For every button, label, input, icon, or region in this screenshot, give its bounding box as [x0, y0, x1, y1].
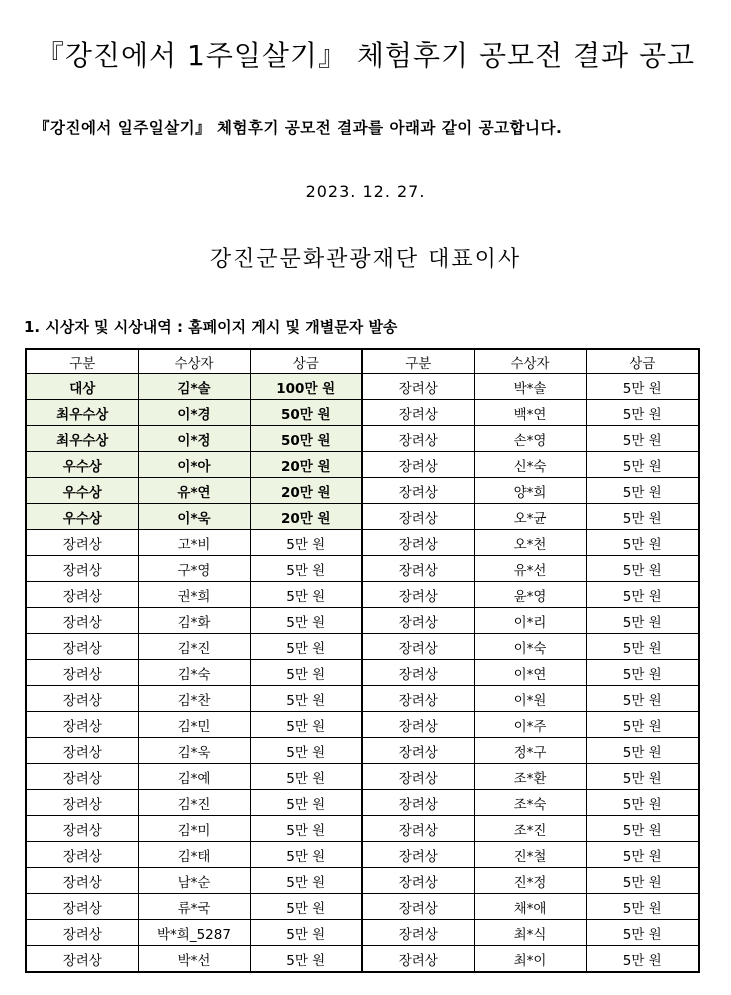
winner-cell: 백*연 [474, 400, 586, 426]
winner-cell: 최*식 [474, 920, 586, 946]
header-winner: 수상자 [474, 349, 586, 374]
winner-cell: 최*이 [474, 946, 586, 973]
winner-cell: 신*숙 [474, 452, 586, 478]
winner-cell: 김*태 [138, 842, 250, 868]
prize-cell: 5만 원 [586, 660, 699, 686]
winner-cell: 채*애 [474, 894, 586, 920]
category-cell: 장려상 [362, 946, 474, 973]
winner-cell: 김*솔 [138, 374, 250, 400]
winner-cell: 남*순 [138, 868, 250, 894]
prize-cell: 5만 원 [250, 582, 362, 608]
prize-cell: 50만 원 [250, 426, 362, 452]
winner-cell: 조*숙 [474, 790, 586, 816]
prize-cell: 5만 원 [586, 400, 699, 426]
winner-cell: 이*연 [474, 660, 586, 686]
category-cell: 장려상 [26, 764, 138, 790]
winner-cell: 김*찬 [138, 686, 250, 712]
winner-cell: 박*솔 [474, 374, 586, 400]
prize-cell: 20만 원 [250, 452, 362, 478]
category-cell: 최우수상 [26, 426, 138, 452]
category-cell: 우수상 [26, 504, 138, 530]
winner-cell: 김*민 [138, 712, 250, 738]
winner-cell: 이*리 [474, 608, 586, 634]
winner-cell: 이*원 [474, 686, 586, 712]
prize-cell: 5만 원 [250, 712, 362, 738]
winner-cell: 권*희 [138, 582, 250, 608]
prize-cell: 5만 원 [250, 634, 362, 660]
winner-cell: 이*경 [138, 400, 250, 426]
table-row [26, 582, 699, 608]
winner-cell: 이*정 [138, 426, 250, 452]
prize-cell: 5만 원 [250, 764, 362, 790]
prize-cell: 5만 원 [250, 842, 362, 868]
category-cell: 장려상 [26, 660, 138, 686]
category-cell: 장려상 [362, 764, 474, 790]
category-cell: 장려상 [26, 894, 138, 920]
category-cell: 장려상 [362, 504, 474, 530]
winner-cell: 김*진 [138, 634, 250, 660]
table-header-row [26, 349, 699, 374]
category-cell: 장려상 [362, 400, 474, 426]
prize-cell: 5만 원 [586, 712, 699, 738]
winner-cell: 김*미 [138, 816, 250, 842]
table-row [26, 400, 699, 426]
winner-cell: 박*선 [138, 946, 250, 973]
winner-cell: 손*영 [474, 426, 586, 452]
category-cell: 장려상 [26, 790, 138, 816]
table-row [26, 504, 699, 530]
winner-cell: 류*국 [138, 894, 250, 920]
prize-cell: 5만 원 [250, 660, 362, 686]
winner-cell: 이*아 [138, 452, 250, 478]
category-cell: 장려상 [26, 946, 138, 973]
table-row [26, 660, 699, 686]
category-cell: 장려상 [26, 556, 138, 582]
category-cell: 장려상 [26, 816, 138, 842]
prize-cell: 100만 원 [250, 374, 362, 400]
winner-cell: 김*화 [138, 608, 250, 634]
prize-cell: 5만 원 [586, 686, 699, 712]
table-row [26, 530, 699, 556]
winner-cell: 김*진 [138, 790, 250, 816]
table-row [26, 764, 699, 790]
winner-cell: 김*숙 [138, 660, 250, 686]
category-cell: 장려상 [362, 686, 474, 712]
category-cell: 최우수상 [26, 400, 138, 426]
prize-cell: 20만 원 [250, 478, 362, 504]
table-row [26, 374, 699, 400]
document-subtitle: 『강진에서 일주일살기』 체험후기 공모전 결과를 아래과 같이 공고합니다. [34, 119, 563, 137]
prize-cell: 5만 원 [586, 868, 699, 894]
category-cell: 장려상 [26, 530, 138, 556]
table-row [26, 894, 699, 920]
category-cell: 장려상 [26, 608, 138, 634]
winner-cell: 고*비 [138, 530, 250, 556]
table-row [26, 608, 699, 634]
prize-cell: 5만 원 [586, 920, 699, 946]
category-cell: 장려상 [362, 556, 474, 582]
table-row [26, 712, 699, 738]
prize-cell: 5만 원 [250, 816, 362, 842]
prize-cell: 5만 원 [586, 582, 699, 608]
table-row [26, 452, 699, 478]
prize-cell: 5만 원 [586, 894, 699, 920]
table-row [26, 868, 699, 894]
winner-cell: 조*진 [474, 816, 586, 842]
table-row [26, 920, 699, 946]
prize-cell: 5만 원 [586, 634, 699, 660]
winner-cell: 윤*영 [474, 582, 586, 608]
category-cell: 장려상 [26, 868, 138, 894]
winner-cell: 조*환 [474, 764, 586, 790]
prize-cell: 5만 원 [586, 452, 699, 478]
prize-cell: 5만 원 [586, 530, 699, 556]
prize-cell: 5만 원 [586, 946, 699, 973]
winner-cell: 이*숙 [474, 634, 586, 660]
prize-cell: 5만 원 [586, 738, 699, 764]
prize-cell: 20만 원 [250, 504, 362, 530]
prize-cell: 5만 원 [586, 478, 699, 504]
prize-cell: 5만 원 [250, 686, 362, 712]
category-cell: 장려상 [26, 920, 138, 946]
prize-cell: 5만 원 [250, 946, 362, 973]
category-cell: 장려상 [362, 816, 474, 842]
prize-cell: 5만 원 [250, 738, 362, 764]
category-cell: 장려상 [362, 582, 474, 608]
category-cell: 장려상 [362, 634, 474, 660]
winner-cell: 김*욱 [138, 738, 250, 764]
category-cell: 장려상 [362, 712, 474, 738]
prize-cell: 5만 원 [250, 556, 362, 582]
prize-cell: 5만 원 [586, 816, 699, 842]
header-prize: 상금 [586, 349, 699, 374]
prize-cell: 5만 원 [586, 842, 699, 868]
winner-cell: 정*구 [474, 738, 586, 764]
header-category: 구분 [362, 349, 474, 374]
prize-cell: 5만 원 [586, 426, 699, 452]
prize-cell: 5만 원 [250, 868, 362, 894]
category-cell: 장려상 [362, 452, 474, 478]
category-cell: 장려상 [362, 738, 474, 764]
category-cell: 장려상 [362, 920, 474, 946]
winner-cell: 박*희_5287 [138, 920, 250, 946]
winner-cell: 유*선 [474, 556, 586, 582]
category-cell: 장려상 [362, 374, 474, 400]
table-row [26, 790, 699, 816]
category-cell: 우수상 [26, 478, 138, 504]
category-cell: 장려상 [362, 660, 474, 686]
winner-cell: 유*연 [138, 478, 250, 504]
winner-cell: 양*희 [474, 478, 586, 504]
category-cell: 장려상 [362, 790, 474, 816]
winner-cell: 오*균 [474, 504, 586, 530]
winner-cell: 진*정 [474, 868, 586, 894]
prize-cell: 5만 원 [586, 764, 699, 790]
category-cell: 장려상 [26, 634, 138, 660]
winner-cell: 김*예 [138, 764, 250, 790]
winner-cell: 이*욱 [138, 504, 250, 530]
table-row [26, 426, 699, 452]
table-row [26, 738, 699, 764]
category-cell: 장려상 [26, 842, 138, 868]
category-cell: 장려상 [362, 894, 474, 920]
announcement-date: 2023. 12. 27. [305, 182, 426, 201]
category-cell: 장려상 [362, 608, 474, 634]
prize-cell: 50만 원 [250, 400, 362, 426]
category-cell: 장려상 [362, 842, 474, 868]
winner-cell: 구*영 [138, 556, 250, 582]
prize-cell: 5만 원 [250, 608, 362, 634]
category-cell: 우수상 [26, 452, 138, 478]
winner-cell: 오*천 [474, 530, 586, 556]
category-cell: 장려상 [26, 712, 138, 738]
prize-cell: 5만 원 [586, 556, 699, 582]
prize-cell: 5만 원 [250, 894, 362, 920]
header-prize: 상금 [250, 349, 362, 374]
winner-cell: 진*철 [474, 842, 586, 868]
category-cell: 장려상 [362, 530, 474, 556]
table-row [26, 478, 699, 504]
prize-cell: 5만 원 [586, 504, 699, 530]
category-cell: 장려상 [26, 738, 138, 764]
prize-cell: 5만 원 [586, 790, 699, 816]
header-winner: 수상자 [138, 349, 250, 374]
table-row [26, 816, 699, 842]
table-row [26, 686, 699, 712]
awards-table [25, 348, 700, 973]
category-cell: 장려상 [26, 686, 138, 712]
document-title: 『강진에서 1주일살기』 체험후기 공모전 결과 공고 [35, 39, 696, 72]
organization-signature: 강진군문화관광재단 대표이사 [209, 247, 522, 272]
category-cell: 장려상 [362, 426, 474, 452]
category-cell: 장려상 [362, 478, 474, 504]
header-category: 구분 [26, 349, 138, 374]
table-row [26, 946, 699, 973]
table-row [26, 634, 699, 660]
prize-cell: 5만 원 [586, 608, 699, 634]
table-row [26, 556, 699, 582]
table-row [26, 842, 699, 868]
winner-cell: 이*주 [474, 712, 586, 738]
section-heading: 1. 시상자 및 시상내역 : 홈페이지 게시 및 개별문자 발송 [24, 318, 398, 336]
prize-cell: 5만 원 [250, 920, 362, 946]
category-cell: 장려상 [362, 868, 474, 894]
prize-cell: 5만 원 [250, 530, 362, 556]
category-cell: 장려상 [26, 582, 138, 608]
prize-cell: 5만 원 [250, 790, 362, 816]
prize-cell: 5만 원 [586, 374, 699, 400]
category-cell: 대상 [26, 374, 138, 400]
